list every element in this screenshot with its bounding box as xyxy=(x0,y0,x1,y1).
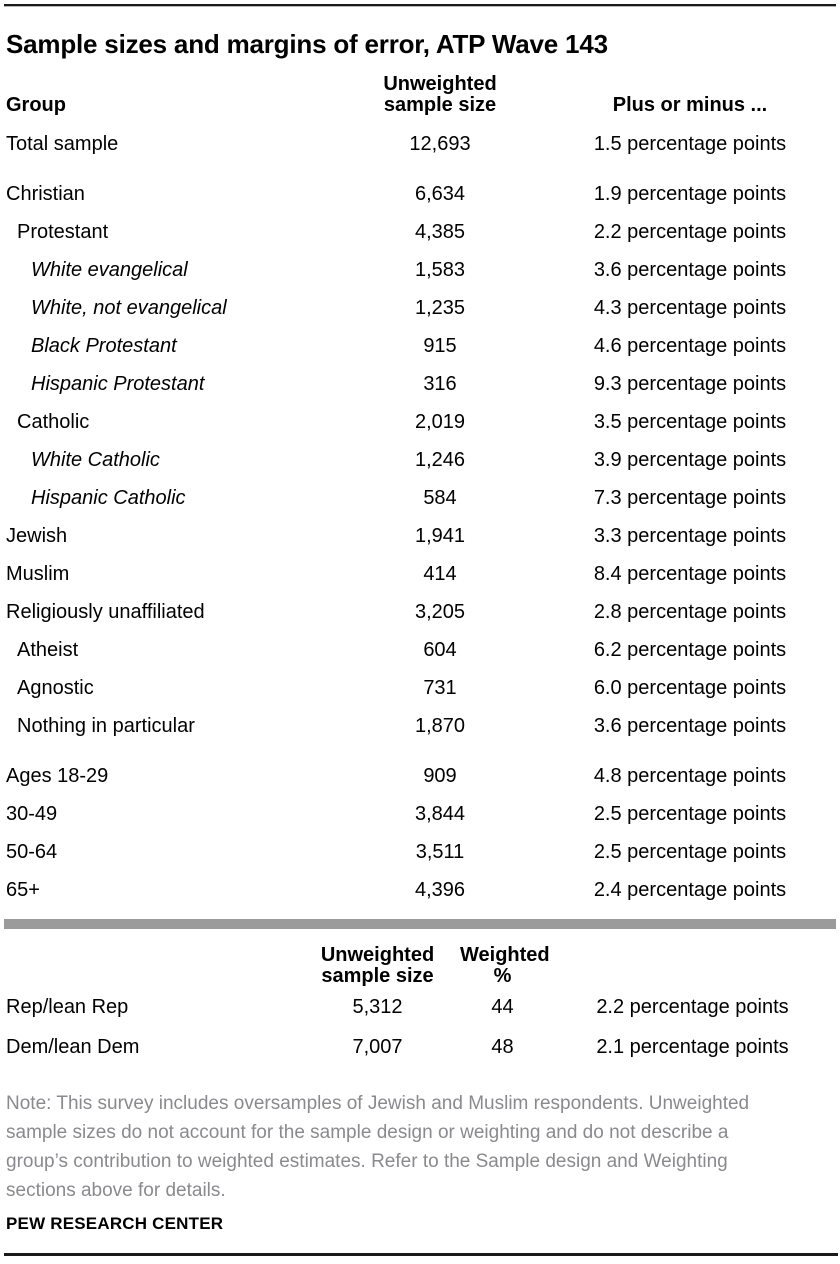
col-header-weighted-pct xyxy=(460,944,550,987)
sample-size-value: 909 xyxy=(423,764,457,787)
margin-of-error-value: 1.5 percentage points xyxy=(593,132,787,155)
table1-body xyxy=(0,125,840,909)
row-label: White, not evangelical xyxy=(31,296,227,319)
table1-header-row xyxy=(0,74,840,116)
table-row xyxy=(0,289,840,327)
row-label: Muslim xyxy=(6,562,70,585)
row-label: Jewish xyxy=(6,524,68,547)
margin-of-error-value: 2.2 percentage points xyxy=(593,220,787,243)
col-header-unweighted2-line2: sample size xyxy=(321,965,434,987)
sample-size-value: 3,205 xyxy=(414,600,466,623)
sample-size-value: 4,385 xyxy=(414,220,466,243)
note-line: Note: This survey includes oversamples of Jewish and Muslim respondents. Unweighted xyxy=(6,1093,750,1114)
table-row xyxy=(0,365,840,403)
table-row xyxy=(0,871,840,909)
sample-size-value: 584 xyxy=(423,486,457,509)
table-row xyxy=(0,631,840,669)
margin-of-error-value: 9.3 percentage points xyxy=(593,372,787,395)
margin-of-error-value: 2.5 percentage points xyxy=(593,802,787,825)
margin-of-error-value: 6.0 percentage points xyxy=(593,676,787,699)
margin-of-error-value: 3.6 percentage points xyxy=(593,714,787,737)
row-label: Agnostic xyxy=(17,676,94,699)
row-label: Total sample xyxy=(6,132,119,155)
sample-size-value: 12,693 xyxy=(409,132,471,155)
margin-of-error-value: 3.6 percentage points xyxy=(593,258,787,281)
col-header-weighted-line1: Weighted xyxy=(460,944,550,966)
weighted-pct-value: 44 xyxy=(491,995,514,1018)
table-row xyxy=(0,403,840,441)
margin-of-error-value: 2.1 percentage points xyxy=(596,1035,789,1058)
source-label: PEW RESEARCH CENTER xyxy=(6,1214,224,1233)
margin-of-error-value: 2.5 percentage points xyxy=(593,840,787,863)
margin-of-error-value: 3.5 percentage points xyxy=(593,410,787,433)
table-row xyxy=(0,555,840,593)
row-label: Hispanic Catholic xyxy=(31,486,186,509)
sample-size-value: 5,312 xyxy=(352,995,403,1018)
col-header-unweighted2-line1: Unweighted xyxy=(320,944,435,966)
row-label: Protestant xyxy=(17,220,109,243)
table-row xyxy=(0,795,840,833)
table-row xyxy=(0,669,840,707)
table-row xyxy=(0,327,840,365)
row-label: Atheist xyxy=(17,638,79,661)
sample-size-value: 6,634 xyxy=(414,182,466,205)
table-row xyxy=(0,517,840,555)
col-header-unweighted-line2: sample size xyxy=(383,94,497,116)
row-label: Catholic xyxy=(17,410,90,433)
margin-of-error-value: 3.3 percentage points xyxy=(593,524,787,547)
sample-size-value: 1,235 xyxy=(414,296,466,319)
note-line: sections above for details. xyxy=(6,1180,226,1201)
sample-size-value: 1,246 xyxy=(414,448,466,471)
margin-of-error-value: 7.3 percentage points xyxy=(593,486,787,509)
sample-size-value: 915 xyxy=(423,334,457,357)
sample-size-value: 1,583 xyxy=(414,258,466,281)
sample-size-value: 316 xyxy=(423,372,457,395)
section-divider xyxy=(4,919,836,929)
sample-size-value: 4,396 xyxy=(414,878,466,901)
margin-of-error-value: 6.2 percentage points xyxy=(593,638,787,661)
table-row xyxy=(0,707,840,745)
sample-size-value: 604 xyxy=(423,638,457,661)
col-header-weighted-line2: % xyxy=(493,965,512,987)
margin-of-error-value: 4.6 percentage points xyxy=(593,334,787,357)
margin-of-error-value: 2.8 percentage points xyxy=(593,600,787,623)
table-row xyxy=(0,593,840,631)
sample-size-value: 731 xyxy=(423,676,457,699)
bottom-rule xyxy=(4,1253,838,1256)
col-header-plus-or-minus: Plus or minus ... xyxy=(612,94,768,116)
sample-size-value: 3,511 xyxy=(415,840,465,863)
row-label: Nothing in particular xyxy=(17,714,195,737)
row-label: 65+ xyxy=(6,878,40,901)
margin-of-error-value: 3.9 percentage points xyxy=(593,448,787,471)
note-line: group’s contribution to weighted estimates. Refer to the Sample design and Weighting xyxy=(6,1151,728,1172)
table-row xyxy=(0,251,840,289)
col-header-group: Group xyxy=(6,94,66,116)
row-label: Hispanic Protestant xyxy=(31,372,205,395)
row-label: Rep/lean Rep xyxy=(6,995,129,1018)
sample-size-value: 7,007 xyxy=(352,1035,403,1058)
row-label: Christian xyxy=(6,182,85,205)
table-row xyxy=(0,987,840,1027)
margin-of-error-value: 1.9 percentage points xyxy=(593,182,787,205)
note-text xyxy=(6,1089,834,1205)
row-label: Dem/lean Dem xyxy=(6,1035,140,1058)
note-line: sample sizes do not account for the sample design or weighting and do not describe a xyxy=(6,1122,729,1143)
row-label: White evangelical xyxy=(31,258,188,281)
row-label: Ages 18-29 xyxy=(6,764,109,787)
margin-of-error-value: 4.3 percentage points xyxy=(593,296,787,319)
table2-body xyxy=(0,987,840,1067)
table-row xyxy=(0,833,840,871)
table-row xyxy=(0,441,840,479)
top-rule xyxy=(4,4,836,7)
sample-size-value: 1,941 xyxy=(414,524,466,547)
sample-size-value: 2,019 xyxy=(414,410,466,433)
table-row xyxy=(0,1027,840,1067)
sample-size-value: 1,870 xyxy=(414,714,466,737)
row-label: 30-49 xyxy=(6,802,58,825)
row-label: White Catholic xyxy=(31,448,160,471)
table-row xyxy=(0,213,840,251)
row-label: Black Protestant xyxy=(31,334,177,357)
weighted-pct-value: 48 xyxy=(491,1035,514,1058)
margin-of-error-value: 4.8 percentage points xyxy=(593,764,787,787)
margin-of-error-value: 2.2 percentage points xyxy=(596,995,789,1018)
margin-of-error-value: 2.4 percentage points xyxy=(593,878,787,901)
table-row xyxy=(0,479,840,517)
table2-header-row xyxy=(0,945,840,987)
page-title: Sample sizes and margins of error, ATP Wave 143 xyxy=(6,29,608,59)
table-row xyxy=(0,757,840,795)
margin-of-error-value: 8.4 percentage points xyxy=(593,562,787,585)
col-header-unweighted-sample-size-2 xyxy=(295,945,460,987)
row-label: 50-64 xyxy=(6,840,58,863)
table-row xyxy=(0,125,840,163)
col-header-unweighted-line1: Unweighted xyxy=(383,73,497,95)
table-row xyxy=(0,175,840,213)
row-label: Religiously unaffiliated xyxy=(6,600,205,623)
col-header-unweighted-sample-size xyxy=(340,74,540,116)
sample-size-value: 3,844 xyxy=(414,802,466,825)
sample-size-value: 414 xyxy=(423,562,457,585)
